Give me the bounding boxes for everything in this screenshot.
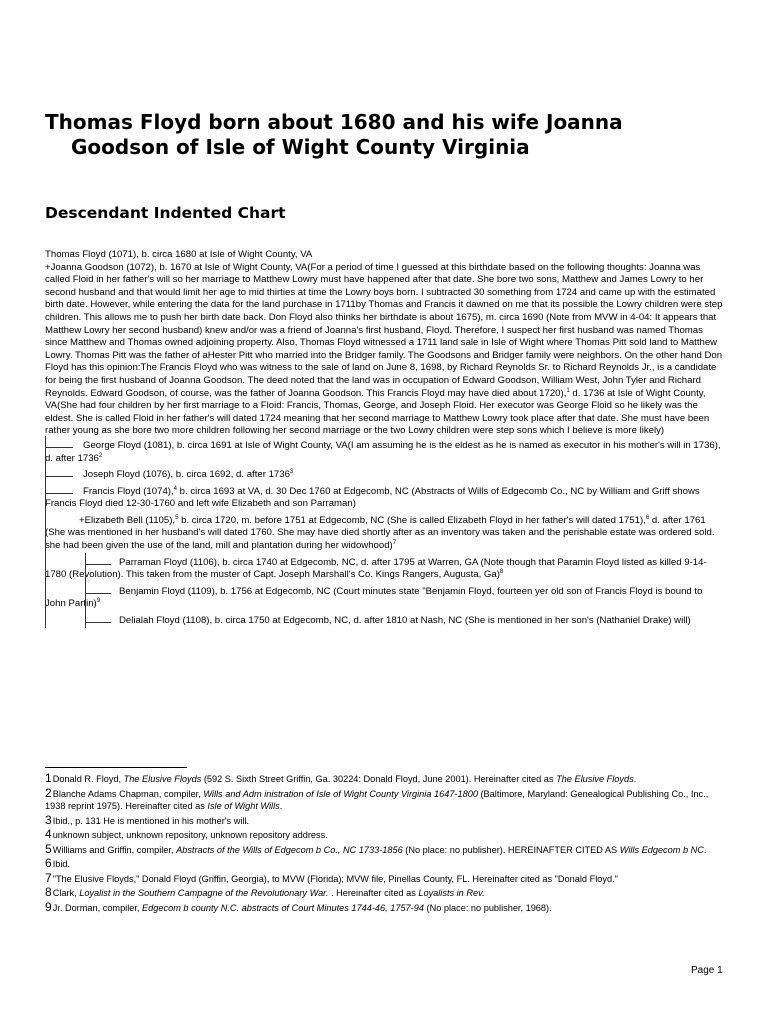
child-row: [45, 440, 725, 465]
footnote-3: 3Ibid., p. 131 He is mentioned in his mother's will.: [45, 812, 250, 827]
footnote-5: 5Williams and Griffin, compiler, Abstracts of the Wills of Edgecom b Co., NC 1733-1856 (No place: no publisher). HEREINAFTER CITED AS Wills Edgecom b NC.: [45, 841, 707, 856]
document-title: [45, 110, 745, 160]
footnotes: [45, 772, 725, 915]
footnote-6: 6Ibid.: [45, 856, 71, 870]
child-row: [45, 469, 725, 482]
child-george: George Floyd (1081), b. circa 1691 at Isle of Wight County, VA(I am assuming he is the eldest as he is named as executor in his mother's will in 1736), d. after 1736$^2$: [45, 439, 721, 464]
spouse-elizabeth: +Elizabeth Bell (1105),$^5$ b. circa 1720, m. before 1751 at Edgecomb, NC (She is called Elizabeth Floyd in her father's will dated 1751),$^6$ d. after 1761 (She was mentioned in her husband's will dated 1760. She may have died shortly after as an inventory was taken and the perishable estate was ordered sold. she had been given the use of the land, mill and plantation during her widowhood)$^7$: [45, 514, 715, 552]
grandchild-benjamin: Benjamin Floyd (1109), b. 1756 at Edgecomb, NC (Court minutes state "Benjamin Floyd, fourteen yer old son of Francis Floyd is bound to John Partin)$^9$: [45, 585, 703, 610]
child-row: [45, 486, 725, 511]
descendant-chart: [45, 249, 725, 628]
chart-subtitle: Descendant Indented Chart: [45, 204, 286, 222]
grandchild-row: [45, 586, 725, 611]
footnote-7: 7"The Elusive Floyds," Donald Floyd (Griffin, Georgia), to MVW (Florida); MVW file, Pinellas County, FL. Hereinafter cited as "Donald Floyd.": [45, 870, 618, 885]
grandchild-row: [45, 615, 725, 628]
title-line-1: Thomas Floyd born about 1680 and his wife Joanna: [45, 110, 623, 134]
footnote-8: 8Clark, Loyalist in the Southern Campagne of the Revolutionary War. . Hereinafter cited as Loyalists in Rev.: [45, 885, 485, 899]
footnote-1: 1Donald R. Floyd, The Elusive Floyds (592 S. Sixth Street Griffin, Ga. 30224: Donald Floyd, June 2001). Hereinafter cited as The Elusive Floyds.: [45, 771, 637, 785]
spouse-row: [45, 515, 725, 553]
grandchild-parraman: Parraman Floyd (1106), b. circa 1740 at Edgecomb, NC, d. after 1795 at Warren, GA (Note though that Paramin Floyd listed as killed 9-14-1780 (Revolution). This taken from the muster of Capt. Joseph Marshall's Co. Kings Rangers, Augusta, Ga)$^8$: [45, 556, 707, 581]
footnote-4: 4unknown subject, unknown repository, unknown repository address.: [45, 827, 328, 841]
page-number: Page 1: [691, 965, 723, 976]
title-line-2: Goodson of Isle of Wight County Virginia: [71, 135, 530, 159]
footnote-2: 2Blanche Adams Chapman, compiler, Wills and Adm inistration of Isle of Wight County Virginia 1647-1800 (Baltimore, Maryland: Genealogical Publishing Co., Inc., 1938 reprint 1975). Hereinafter cited as Isle of Wight Wills.: [45, 785, 709, 811]
child-joseph: Joseph Floyd (1076), b. circa 1692, d. after 1736$^3$: [83, 468, 294, 481]
child-francis: Francis Floyd (1074),$^4$ b. circa 1693 at VA, d. 30 Dec 1760 at Edgecomb, NC (Abstracts of Wills of Edgecomb Co., NC by William and Griff shows Francis Floyd died 12-30-1760 and left wife Elizabeth and son Parraman): [45, 485, 700, 510]
footnote-9: 9Jr. Dorman, compiler, Edgecom b county N.C. abstracts of Court Minutes 1744-46, 1757-94 (No place: no publisher, 1968).: [45, 899, 552, 914]
footnote-divider: [45, 767, 187, 768]
root-person: Thomas Floyd (1071), b. circa 1680 at Isle of Wight County, VA: [45, 249, 313, 260]
root-spouse: +Joanna Goodson (1072), b. 1670 at Isle of Wight County, VA(For a period of time I guessed at this birthdate based on the following thoughts: Joanna was called Floid in her father's will so her marriage to Matthew Lowry must have happened after that date. She bore two sons, Matthew and James Lowry to her second husband and that would limit her age to mid thirties at time the Lowry boys born. I subtracted 30 something from 1724 and came up with the estimated birth date. However, while entering the data for the land purchase in 1711by Thomas and Francis it dawned on me that its possible the Lowry children were step children. This allows me to push her birth date back. Don Floyd also thinks her birthdate is about 1675), m. circa 1690 (Note from MVW in 4-04: It appears that Matthew Lowry her second husband) knew and/or was a friend of Joanna's first husband, Floyd. Therefore, I suspect her first husband was named Thomas since Matthew and Thomas owned adjoining property. Also, Thomas Floyd witnessed a 1711 land sale in Isle of Wight where Thomas Pitt sold land to Matthew Lowry. Thomas Pitt was the father of aHester Pitt who married into the Bridger family. The Goodsons and Bridger family were neighbors. On the other hand Don Floyd has this opinion:The Francis Floyd who was witness to the sale of land on June 8, 1698, by Richard Reynolds Sr. to Richard Reynolds Jr., is a candidate for being the first husband of Joanna Goodson. The deed noted that the land was in occupation of Edward Goodson, William West, John Tyler and Richard Reynolds. Edward Goodson, of course, was the father of Joanna Goodson. This Francis Floyd may have died about 1720),$^1$ d. 1736 at Isle of Wight County, VA(She had four children by her first marriage to a Floid: Francis, Thomas, George, and Joseph Floid. Her executor was George Floid so he likely was the eldest. She is called Floid in her father's will dated 1724 meaning that her second marriage to Matthew Lowry took place after that date. She must have been rather young as she bore two more children following her second marriage or the two Lowry children were step sons which I believe is more likely): [45, 261, 723, 437]
grandchild-row: [45, 557, 725, 582]
grandchild-delialah: Delialah Floyd (1108), b. circa 1750 at Edgecomb, NC, d. after 1810 at Nash, NC (She is mentioned in her son's (Nathaniel Drake) will): [119, 615, 691, 627]
